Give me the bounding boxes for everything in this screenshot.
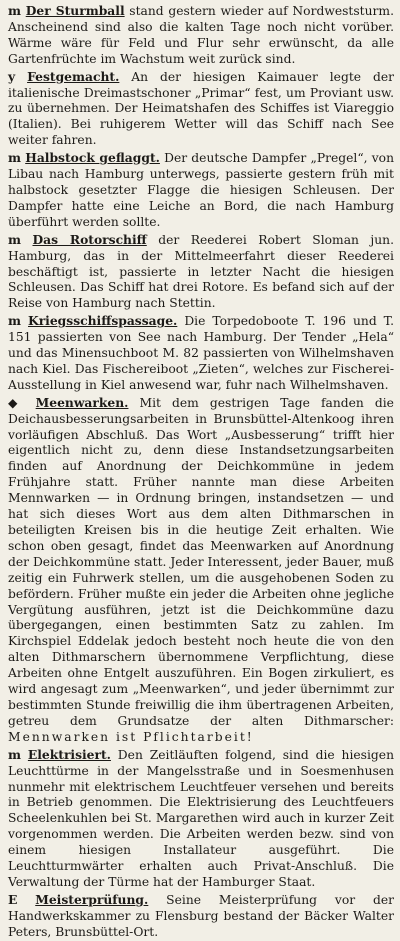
article-body: der Reederei Robert Sloman jun. Hamburg, das in der Mittelmeerfahrt dieser Reederei beschäftigt ist, passierte in letzter Nacht die hiesigen Schleusen. Das Schiff hat drei Rotore. Es befand sich auf der Reise von Hamburg nach Stettin. bbox=[8, 232, 394, 311]
article-body: Die Torpedoboote T. 196 und T. 151 passierten von See nach Hamburg. Der Tender „Hela“ und das Minensuchboot M. 82 passierten von Wilhelmshaven nach Kiel. Das Fischereiboot „Zieten“, welches zur Fischerei-Ausstellung in Kiel anwesend war, fuhr nach Wilhelmshaven. bbox=[8, 314, 394, 392]
article-mark: y bbox=[8, 68, 16, 84]
article-mark: m bbox=[8, 3, 22, 18]
article-mark: m bbox=[8, 231, 22, 247]
article-mark: m bbox=[8, 313, 22, 329]
article-elektrisiert bbox=[8, 747, 394, 891]
article-body: stand gestern wieder auf Nordweststurm. Anscheinend sind also die kalten Tage noch nicht vorüber. Wärme wäre für Feld und Flur sehr erwünscht, da alle Gartenfrüchte im Wachstum weit zurück sind. bbox=[8, 4, 394, 66]
article-headline: Festgemacht. bbox=[27, 68, 120, 84]
article-mark: m bbox=[8, 746, 22, 762]
article-body: Seine Meisterprüfung vor der Handwerkskammer zu Flensburg bestand der Bäcker Walter Peters, Brunsbüttel-Ort. bbox=[8, 892, 394, 939]
article-festgemacht bbox=[8, 69, 394, 150]
article-headline: Elektrisiert. bbox=[27, 746, 111, 762]
diamond-ornament-icon: ◆ bbox=[8, 394, 25, 410]
article-body: Mit dem gestrigen Tage fanden die Deichausbesserungsarbeiten in Brunsbüttel-Altenkoog ihren vorläufigen Abschluß. Das Wort „Ausbesserung“ trifft hier eigentlich nicht zu, denn diese Instandsetzungsarbeiten finden auf Anordnung der Deichkommüne in jedem Frühjahre statt. Früher nannte man diese Arbeiten Mennwarken — in Ordnung bringen, instandsetzen — und hat sich dieses Wort aus dem alten Dithmarschen in beteiligten Kreisen bis in die heutige Zeit erhalten. Wie schon oben gesagt, findet das Meenwarken auf Anordnung der Deichkommüne statt. Jeder Interessent, jeder Bauer, muß zeitig ein Fuhrwerk stellen, um die ausgehobenen Soden zu befördern. Früher mußte ein jeder die Arbeiten ohne jegliche Vergütung ausführen, jetzt ist die Deichkommüne dazu übergegangen, einen bestimmten Satz zu zahlen. Im Kirchspiel Eddelak jedoch besteht noch heute die von den alten Dithmarschern übernommene Verpflichtung, diese Arbeiten ohne Entgelt auszuführen. Ein Bogen zirkuliert, es wird angesagt zum „Meenwarken“, und jeder übernimmt zur bestimmten Stunde freiwillig die ihm übertragenen Arbeiten, getreu dem Grundsatze der alten Dithmarscher: bbox=[8, 395, 394, 728]
article-mark: m bbox=[8, 150, 22, 166]
article-spaced-quote: Mennwarken ist Pflichtarbeit! bbox=[8, 729, 254, 744]
article-headline: Halbstock geflaggt. bbox=[25, 150, 160, 166]
article-headline: Der Sturmball bbox=[25, 3, 125, 18]
article-meenwarken bbox=[8, 395, 394, 746]
article-mark: E bbox=[8, 891, 18, 907]
article-kriegsschiffspassage bbox=[8, 313, 394, 394]
article-headline: Kriegsschiffspassage. bbox=[28, 313, 178, 329]
article-body: Der deutsche Dampfer „Pregel“, von Libau nach Hamburg unterwegs, passierte gestern früh mit halbstock gesetzter Flagge die hiesigen Schleusen. Der Dampfer hatte eine Leiche an Bord, die nach Hamburg überführt werden sollte. bbox=[8, 151, 395, 229]
article-headline: Meenwarken. bbox=[35, 394, 129, 410]
article-body: Den Zeitläuften folgend, sind die hiesigen Leuchttürme in der Mangelsstraße und in Soesmenhusen nunmehr mit elektrischem Leuchtfeuer versehen und bereits in Betrieb genommen. Die Elektrisierung des Leuchtfeuers Scheelenkuhlen bei St. Margarethen wird auch in kurzer Zeit vorgenommen werden. Die Arbeiten werden bezw. sind von einem hiesigen Installateur ausgeführt. Die Leuchtturmwärter erhalten auch Privat-Anschluß. Die Verwaltung der Türme hat der Hamburger Staat. bbox=[8, 747, 394, 889]
article-headline: Meisterprüfung. bbox=[35, 891, 149, 907]
article-halbstock bbox=[8, 150, 394, 231]
article-body: An der hiesigen Kaimauer legte der italienische Dreimastschoner „Primar“ fest, um Proviant usw. zu übernehmen. Der Heimatshafen des Schiffes ist Viareggio (Italien). Bei ruhigerem Wetter will das Schiff nach See weiter fahren. bbox=[8, 69, 394, 148]
article-meisterpruefung bbox=[8, 892, 394, 941]
article-sturmball bbox=[8, 3, 394, 68]
article-headline: Das Rotorschiff bbox=[32, 231, 147, 247]
article-rotorschiff bbox=[8, 232, 394, 313]
